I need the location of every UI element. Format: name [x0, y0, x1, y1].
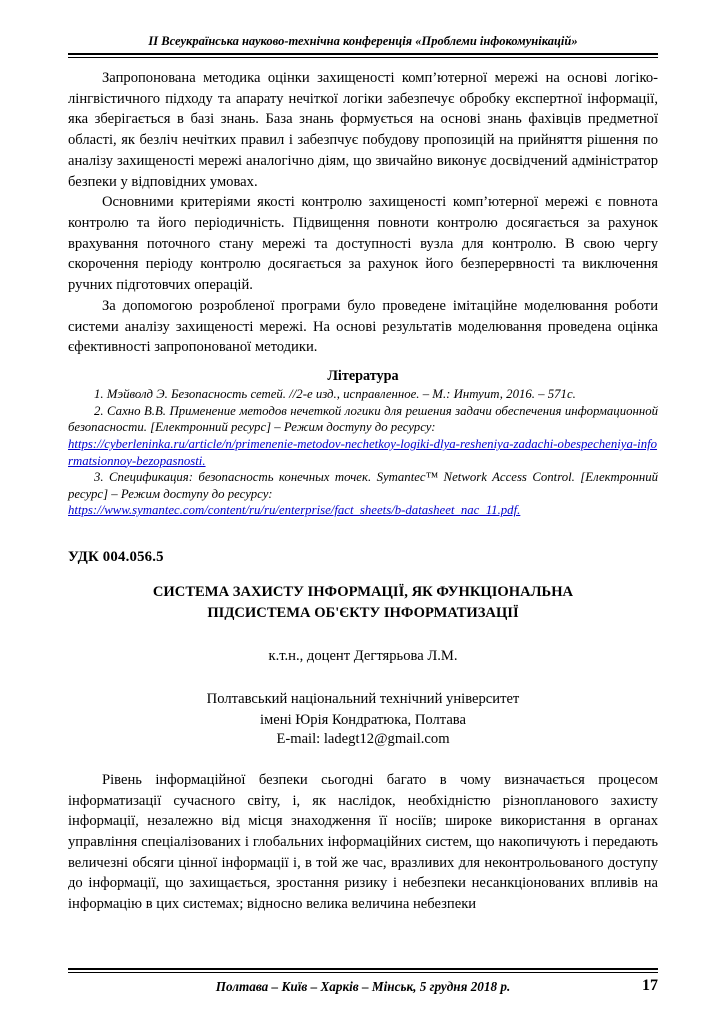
footer-inner: [68, 979, 658, 995]
article-affiliation: [68, 689, 658, 730]
page-number: 17: [642, 977, 658, 994]
reference-link-3[interactable]: https://www.symantec.com/content/ru/ru/enterprise/fact_sheets/b-datasheet_nac_11.pdf.: [68, 503, 521, 518]
paragraph-3: За допомогою розробленої програми було проведене імітаційне моделювання роботи системи аналізу захищеності мережі. На основі результатів моделювання проведена оцінка єфективності запропонованої методики.: [68, 297, 658, 356]
paragraph-1: Запропонована методика оцінки захищеності комп’ютерної мережі на основі логіко-лінгвістичного підходу та апарату нечіткої логіки забезпечує обробку експертної інформації, яка зберігається в базі знань. База знань формується на основі знань фахівців предметної області, як безліч нечітких правил і забезпчує побудову пропозицій на прийняття рішення по аналізу захищеності мережі аналогічно діям, що звичайно виконує досвідчений адміністратор безпеки у відповідних умовах.: [68, 70, 658, 190]
page-footer: [68, 960, 658, 995]
footer-text: Полтава – Київ – Харків – Мінськ, 5 грудня 2018 р.: [215, 979, 511, 994]
page-content: [68, 34, 658, 915]
reference-item-3: [68, 469, 658, 502]
footer-divider: [68, 968, 658, 973]
affiliation-line-1: Полтавський національний технічний університет: [206, 691, 520, 708]
article-email: E-mail: ladegt12@gmail.com: [276, 730, 450, 747]
article-title-line-1: СИСТЕМА ЗАХИСТУ ІНФОРМАЦІЇ, ЯК ФУНКЦІОНАЛЬНА: [152, 584, 574, 601]
abstract-paragraph: Рівень інформаційної безпеки сьогодні багато в чому визначається процесом інформатизації сучасного світу, і, як наслідок, необхідністю різнопланового захисту інформації, незалежно від місця знаходження її носіїв; широке використання в органах управління спеціалізованих і глобальних інформаційних систем, що накопичують і передають величезні обсяги цінної інформації і, в той же час, вразливих для неконтрольованого доступу до інформації, що захищається, зростання ризику і небезпеки несанкціонованих впливів на інформацію в цих системах; відносно велика величина небезпеки: [68, 771, 658, 913]
article-author: к.т.н., доцент Дегтярьова Л.М.: [268, 648, 458, 665]
article-abstract: [68, 770, 658, 915]
reference-link-2-wrap: [68, 436, 658, 469]
reference-link-3-wrap: [68, 502, 658, 519]
article-title-line-2: ПІДСИСТЕМА ОБ'ЄКТУ ІНФОРМАТИЗАЦІЇ: [207, 605, 519, 622]
article-title: [68, 582, 658, 624]
udc-code: УДК 004.056.5: [68, 549, 164, 566]
reference-text-1: 1. Мэйволд Э. Безопасность сетей. //2-е изд., исправленное. – М.: Интуит, 2016. – 571с.: [94, 387, 576, 402]
reference-item-1: [68, 386, 658, 403]
affiliation-line-2: імені Юрія Кондратюка, Полтава: [260, 712, 466, 729]
reference-link-2[interactable]: https://cyberleninka.ru/article/n/primenenie-metodov-nechetkoy-logiki-dlya-resheniya-zadachi-obespecheniya-informatsionnoy-bezopasnosti.: [68, 436, 658, 468]
reference-text-3: 3. Спецификация: безопасность конечных точек. Symantec™ Network Access Control. [Електронний ресурс] – Режим доступу до ресурсу:: [68, 470, 658, 501]
reference-item-2: [68, 403, 658, 436]
running-header: II Всеукраїнська науково-технічна конференція «Проблеми інфокомунікацій»: [148, 34, 578, 48]
reference-text-2: 2. Сахно В.В. Применение методов нечеткой логики для решения задачи обеспечения информационной безопасности. [Електронний ресурс] – Режим доступу до ресурсу:: [68, 403, 658, 435]
header-divider: [68, 53, 658, 58]
paragraph-2: Основними критеріями якості контролю захищеності комп’ютерної мережі є повнота контролю та його періодичність. Підвищення повноти контролю досягається за рахунок врахування поточного стану мережі та доступності вузла для контролю. В свою чергу скорочення періоду контролю досягається за рахунок його безперервності та виключення ручних підготовчих операцій.: [68, 194, 658, 294]
references-heading: Література: [327, 368, 399, 385]
